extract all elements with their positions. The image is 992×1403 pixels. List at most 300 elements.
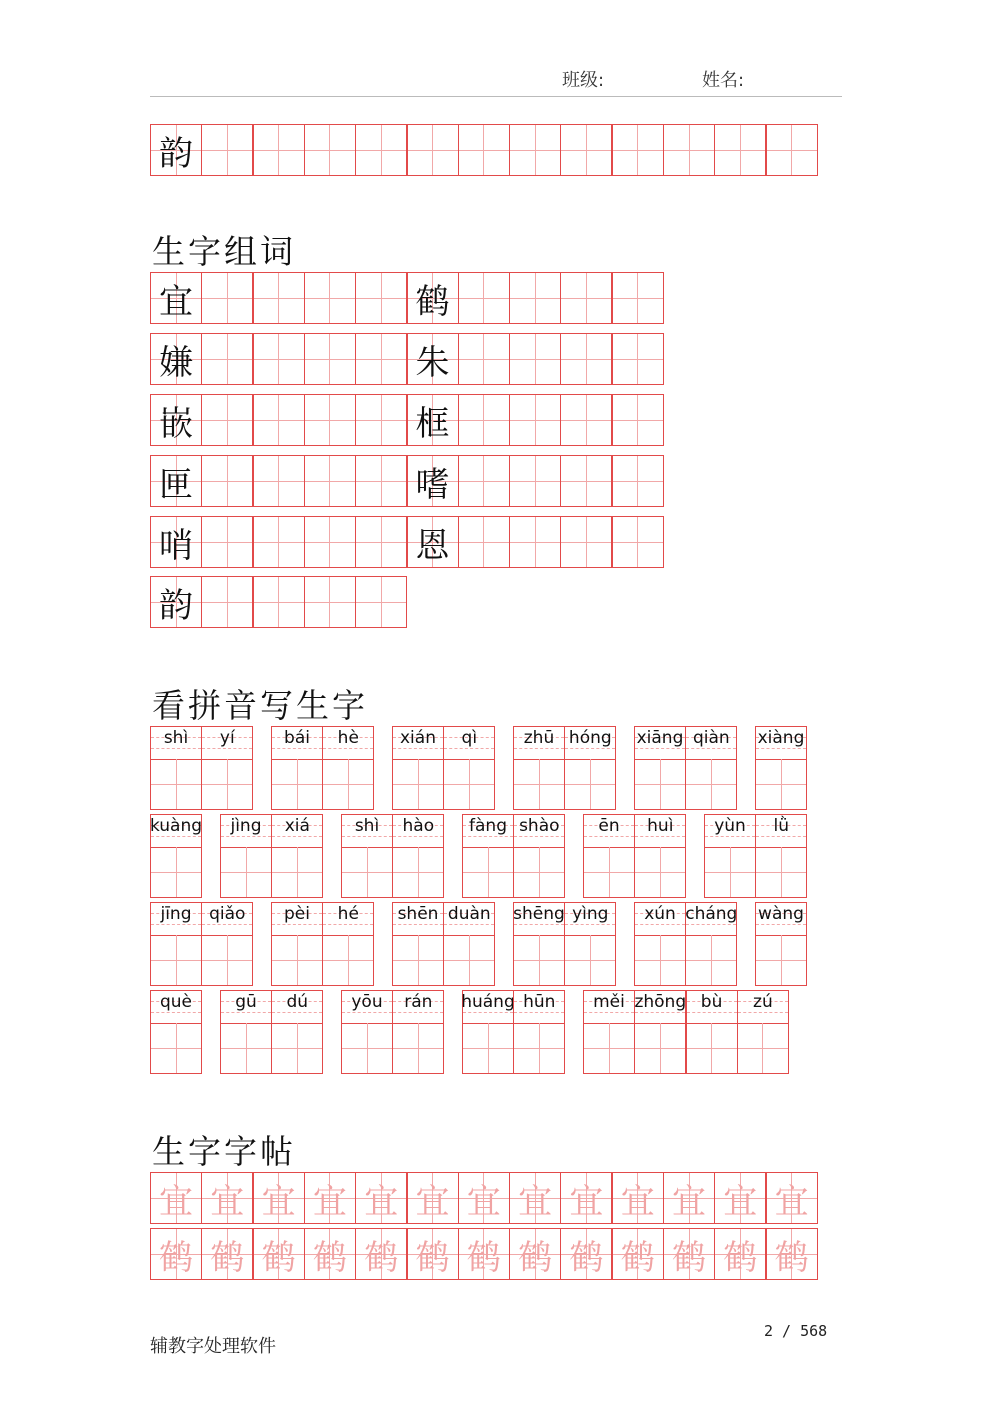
pinyin-syllable: qiǎo <box>209 904 246 924</box>
pinyin-syllable: zú <box>753 992 773 1012</box>
pinyin-syllable: měi <box>593 992 625 1012</box>
pinyin-syllable: xiāng <box>636 728 684 748</box>
pinyin-cell <box>271 902 323 986</box>
pinyin-band <box>323 903 373 936</box>
writing-cell <box>253 333 305 385</box>
pinyin-cell <box>322 902 374 986</box>
hanzi-char: 宜 <box>261 1181 296 1222</box>
pinyin-syllable: shēn <box>397 904 439 924</box>
trace-cell <box>150 1228 202 1280</box>
pinyin-syllable: duàn <box>447 904 491 924</box>
pinyin-syllable: yōu <box>351 992 383 1012</box>
writing-box <box>272 759 322 809</box>
pinyin-guide-line <box>514 836 564 837</box>
pinyin-cell <box>150 902 202 986</box>
pinyin-band <box>756 727 806 760</box>
footer-software-name: 辅教字处理软件 <box>150 1336 276 1357</box>
hanzi-char: 宜 <box>159 1181 193 1222</box>
pinyin-cell <box>443 902 495 986</box>
writing-cell <box>253 576 305 628</box>
pinyin-cell <box>392 726 444 810</box>
writing-cell <box>458 124 510 176</box>
hanzi-char: 框 <box>415 403 450 444</box>
trace-cell <box>612 1228 664 1280</box>
pinyin-guide-line <box>756 836 806 837</box>
writing-cell <box>201 272 253 324</box>
pinyin-syllable: rán <box>404 992 433 1012</box>
writing-cell <box>201 455 253 507</box>
writing-box <box>444 759 494 809</box>
pinyin-guide-line <box>756 748 806 749</box>
writing-box <box>635 935 685 985</box>
pinyin-syllable: hūn <box>523 992 556 1012</box>
pinyin-band <box>393 903 443 936</box>
pinyin-syllable: shì <box>163 728 189 748</box>
pinyin-syllable: shēng <box>513 904 565 924</box>
writing-box <box>463 1023 513 1073</box>
writing-box <box>393 847 443 897</box>
writing-cell <box>612 124 664 176</box>
writing-box <box>202 759 252 809</box>
pinyin-syllable: zhōng <box>634 992 687 1012</box>
writing-cell <box>201 124 253 176</box>
trace-cell <box>304 1172 356 1224</box>
trace-cell <box>355 1172 407 1224</box>
pinyin-cell <box>322 726 374 810</box>
pinyin-cell <box>564 902 616 986</box>
trace-cell <box>663 1172 715 1224</box>
pinyin-band <box>272 727 322 760</box>
writing-cell <box>304 124 356 176</box>
writing-cell <box>253 124 305 176</box>
trace-cell <box>458 1228 510 1280</box>
pinyin-cell <box>634 990 686 1074</box>
pinyin-guide-line <box>272 748 322 749</box>
writing-cell <box>304 333 356 385</box>
writing-cell <box>355 394 407 446</box>
pinyin-cell <box>564 726 616 810</box>
hanzi-char: 韵 <box>159 585 193 626</box>
pinyin-band <box>463 815 513 848</box>
writing-box <box>686 935 736 985</box>
sample-cell <box>150 394 202 446</box>
pinyin-cell <box>392 814 444 898</box>
trace-cell <box>201 1172 253 1224</box>
section-title-pinyin: 看拼音写生字 <box>152 686 368 725</box>
pinyin-cell <box>150 990 202 1074</box>
pinyin-syllable: fàng <box>469 816 507 836</box>
writing-cell <box>714 124 766 176</box>
trace-cell <box>560 1172 612 1224</box>
pinyin-cell <box>583 990 635 1074</box>
pinyin-band <box>272 991 322 1024</box>
pinyin-band <box>687 991 737 1024</box>
sample-cell <box>407 333 459 385</box>
writing-box <box>756 759 806 809</box>
hanzi-char: 鹤 <box>415 281 450 322</box>
writing-box <box>272 935 322 985</box>
trace-cell <box>766 1228 818 1280</box>
pinyin-syllable: bái <box>284 728 310 748</box>
writing-cell <box>612 516 664 568</box>
pinyin-syllable: huì <box>647 816 674 836</box>
pinyin-guide-line <box>393 836 443 837</box>
pinyin-band <box>686 903 736 936</box>
pinyin-guide-line <box>738 1012 788 1013</box>
hanzi-char: 恩 <box>415 525 450 566</box>
sample-cell <box>150 272 202 324</box>
writing-cell <box>201 394 253 446</box>
pinyin-cell <box>150 726 202 810</box>
writing-cell <box>612 333 664 385</box>
pinyin-cell <box>513 902 565 986</box>
writing-cell <box>355 272 407 324</box>
pinyin-band <box>565 903 615 936</box>
pinyin-band <box>151 991 201 1024</box>
hanzi-char: 宜 <box>569 1181 604 1222</box>
hanzi-char: 鹤 <box>518 1237 553 1278</box>
hanzi-char: 哨 <box>159 525 193 566</box>
pinyin-syllable: ēn <box>598 816 620 836</box>
writing-box <box>756 847 806 897</box>
pinyin-band <box>514 903 564 936</box>
writing-cell <box>355 455 407 507</box>
pinyin-guide-line <box>151 748 201 749</box>
pinyin-cell <box>220 814 272 898</box>
trace-cell <box>304 1228 356 1280</box>
pinyin-syllable: cháng <box>685 904 738 924</box>
sample-cell <box>150 516 202 568</box>
pinyin-guide-line <box>584 1012 634 1013</box>
pinyin-syllable: hé <box>337 904 359 924</box>
pinyin-guide-line <box>584 836 634 837</box>
page-number: 2 / 568 <box>764 1322 828 1340</box>
writing-box <box>151 1023 201 1073</box>
pinyin-guide-line <box>705 836 755 837</box>
pinyin-band <box>272 815 322 848</box>
pinyin-band <box>393 991 443 1024</box>
pinyin-band <box>635 727 685 760</box>
hanzi-char: 鹤 <box>159 1237 193 1278</box>
writing-cell <box>253 394 305 446</box>
hanzi-char: 宜 <box>210 1181 245 1222</box>
hanzi-char: 嗜 <box>415 464 450 505</box>
pinyin-cell <box>737 990 789 1074</box>
hanzi-char: 宜 <box>620 1181 655 1222</box>
pinyin-cell <box>634 726 686 810</box>
writing-cell <box>201 333 253 385</box>
pinyin-cell <box>634 902 686 986</box>
sample-cell <box>150 333 202 385</box>
pinyin-band <box>202 727 252 760</box>
writing-box <box>687 1023 737 1073</box>
pinyin-syllable: gū <box>235 992 257 1012</box>
pinyin-guide-line <box>272 836 322 837</box>
pinyin-guide-line <box>514 748 564 749</box>
pinyin-cell <box>462 814 514 898</box>
pinyin-syllable: dú <box>286 992 309 1012</box>
pinyin-cell <box>341 814 393 898</box>
writing-cell <box>355 576 407 628</box>
writing-box <box>584 1023 634 1073</box>
pinyin-band <box>151 815 201 848</box>
name-label: 姓名: <box>702 70 745 91</box>
pinyin-syllable: xián <box>400 728 436 748</box>
hanzi-char: 宜 <box>312 1181 347 1222</box>
pinyin-guide-line <box>221 1012 271 1013</box>
pinyin-cell <box>755 726 807 810</box>
writing-cell <box>407 124 459 176</box>
pinyin-guide-line <box>323 924 373 925</box>
pinyin-band <box>151 727 201 760</box>
pinyin-syllable: xún <box>644 904 676 924</box>
pinyin-guide-line <box>635 836 685 837</box>
writing-box <box>151 935 201 985</box>
pinyin-band <box>342 991 392 1024</box>
writing-cell <box>509 272 561 324</box>
pinyin-cell <box>755 814 807 898</box>
pinyin-cell <box>271 990 323 1074</box>
hanzi-char: 宜 <box>723 1181 758 1222</box>
hanzi-char: 鹤 <box>466 1237 501 1278</box>
pinyin-guide-line <box>393 1012 443 1013</box>
trace-cell <box>509 1172 561 1224</box>
pinyin-guide-line <box>756 924 806 925</box>
hanzi-char: 嫌 <box>159 342 193 383</box>
writing-box <box>584 847 634 897</box>
pinyin-syllable: shào <box>519 816 560 836</box>
hanzi-char: 嵌 <box>159 403 193 444</box>
pinyin-cell <box>201 902 253 986</box>
trace-cell <box>253 1228 305 1280</box>
pinyin-band <box>635 815 685 848</box>
pinyin-syllable: shì <box>354 816 380 836</box>
pinyin-cell <box>634 814 686 898</box>
sample-cell <box>407 516 459 568</box>
trace-cell <box>560 1228 612 1280</box>
section-title-copybook: 生字字帖 <box>152 1132 296 1171</box>
writing-cell <box>304 455 356 507</box>
writing-cell <box>509 394 561 446</box>
writing-cell <box>355 333 407 385</box>
writing-box <box>323 759 373 809</box>
trace-cell <box>150 1172 202 1224</box>
pinyin-syllable: xiàng <box>757 728 805 748</box>
hanzi-char: 鹤 <box>774 1237 809 1278</box>
pinyin-band <box>565 727 615 760</box>
section-title-words: 生字组词 <box>152 232 296 271</box>
trace-cell <box>612 1172 664 1224</box>
pinyin-band <box>686 727 736 760</box>
pinyin-syllable: lǜ <box>773 816 790 836</box>
writing-cell <box>355 516 407 568</box>
pinyin-guide-line <box>272 924 322 925</box>
hanzi-char: 宜 <box>774 1181 809 1222</box>
writing-box <box>151 847 201 897</box>
writing-box <box>323 935 373 985</box>
pinyin-band <box>738 991 788 1024</box>
hanzi-char: 匣 <box>159 464 193 505</box>
trace-cell <box>458 1172 510 1224</box>
writing-cell <box>560 333 612 385</box>
pinyin-band <box>444 727 494 760</box>
pinyin-guide-line <box>202 748 252 749</box>
pinyin-band <box>272 903 322 936</box>
pinyin-band <box>393 815 443 848</box>
writing-cell <box>201 576 253 628</box>
writing-cell <box>201 516 253 568</box>
trace-cell <box>355 1228 407 1280</box>
pinyin-band <box>342 815 392 848</box>
pinyin-cell <box>150 814 202 898</box>
sample-cell <box>150 455 202 507</box>
writing-box <box>221 847 271 897</box>
pinyin-syllable: hào <box>402 816 435 836</box>
hanzi-char: 鹤 <box>415 1237 450 1278</box>
pinyin-cell <box>201 726 253 810</box>
hanzi-char: 宜 <box>518 1181 553 1222</box>
writing-cell <box>458 333 510 385</box>
hanzi-char: 鹤 <box>723 1237 758 1278</box>
writing-cell <box>253 516 305 568</box>
pinyin-syllable: zhū <box>523 728 555 748</box>
writing-cell <box>509 455 561 507</box>
hanzi-char: 宜 <box>466 1181 501 1222</box>
writing-cell <box>253 455 305 507</box>
writing-box <box>514 1023 564 1073</box>
pinyin-guide-line <box>463 836 513 837</box>
trace-cell <box>663 1228 715 1280</box>
pinyin-band <box>151 903 201 936</box>
pinyin-guide-line <box>444 748 494 749</box>
trace-cell <box>407 1172 459 1224</box>
pinyin-guide-line <box>151 836 201 837</box>
writing-box <box>705 847 755 897</box>
pinyin-cell <box>443 726 495 810</box>
pinyin-band <box>635 991 685 1024</box>
writing-cell <box>509 333 561 385</box>
pinyin-cell <box>685 902 737 986</box>
pinyin-guide-line <box>686 924 736 925</box>
writing-box <box>738 1023 788 1073</box>
sample-cell <box>407 394 459 446</box>
pinyin-cell <box>583 814 635 898</box>
writing-cell <box>458 272 510 324</box>
hanzi-char: 鹤 <box>672 1237 706 1278</box>
pinyin-guide-line <box>151 924 201 925</box>
pinyin-band <box>221 815 271 848</box>
trace-cell <box>253 1172 305 1224</box>
header-divider <box>150 96 842 97</box>
sample-cell <box>407 272 459 324</box>
pinyin-syllable: kuàng <box>149 816 203 836</box>
writing-cell <box>304 272 356 324</box>
pinyin-band <box>584 815 634 848</box>
trace-cell <box>201 1228 253 1280</box>
pinyin-band <box>756 903 806 936</box>
trace-cell <box>714 1228 766 1280</box>
pinyin-guide-line <box>151 1012 201 1013</box>
writing-box <box>686 759 736 809</box>
writing-box <box>393 759 443 809</box>
pinyin-cell <box>341 990 393 1074</box>
pinyin-band <box>584 991 634 1024</box>
writing-cell <box>560 394 612 446</box>
writing-cell <box>560 455 612 507</box>
pinyin-band <box>463 991 513 1024</box>
pinyin-guide-line <box>686 748 736 749</box>
trace-cell <box>714 1172 766 1224</box>
sample-cell <box>150 576 202 628</box>
writing-cell <box>509 516 561 568</box>
pinyin-syllable: yùn <box>714 816 746 836</box>
pinyin-syllable: wàng <box>758 904 804 924</box>
writing-box <box>342 1023 392 1073</box>
pinyin-guide-line <box>463 1012 513 1013</box>
pinyin-band <box>323 727 373 760</box>
pinyin-band <box>635 903 685 936</box>
writing-cell <box>509 124 561 176</box>
pinyin-syllable: què <box>159 992 193 1012</box>
writing-cell <box>355 124 407 176</box>
writing-box <box>756 935 806 985</box>
pinyin-cell <box>704 814 756 898</box>
writing-box <box>514 759 564 809</box>
pinyin-syllable: jìng <box>230 816 262 836</box>
pinyin-cell <box>513 814 565 898</box>
hanzi-char: 宜 <box>159 281 193 322</box>
pinyin-syllable: qì <box>461 728 478 748</box>
writing-box <box>514 847 564 897</box>
writing-box <box>272 1023 322 1073</box>
pinyin-guide-line <box>221 836 271 837</box>
writing-cell <box>304 576 356 628</box>
pinyin-guide-line <box>444 924 494 925</box>
hanzi-char: 朱 <box>415 342 450 383</box>
pinyin-guide-line <box>565 748 615 749</box>
writing-cell <box>253 272 305 324</box>
pinyin-guide-line <box>514 924 564 925</box>
pinyin-guide-line <box>635 1012 685 1013</box>
pinyin-cell <box>513 726 565 810</box>
writing-box <box>202 935 252 985</box>
hanzi-char: 韵 <box>159 133 193 174</box>
writing-box <box>444 935 494 985</box>
trace-cell <box>509 1228 561 1280</box>
pinyin-guide-line <box>565 924 615 925</box>
writing-box <box>635 759 685 809</box>
hanzi-char: 宜 <box>415 1181 450 1222</box>
writing-box <box>393 935 443 985</box>
sample-cell <box>407 455 459 507</box>
pinyin-syllable: xiá <box>284 816 310 836</box>
hanzi-char: 鹤 <box>312 1237 347 1278</box>
pinyin-syllable: pèi <box>284 904 310 924</box>
writing-cell <box>458 394 510 446</box>
trace-cell <box>766 1172 818 1224</box>
writing-cell <box>612 394 664 446</box>
writing-box <box>565 759 615 809</box>
writing-cell <box>612 455 664 507</box>
pinyin-guide-line <box>635 748 685 749</box>
hanzi-char: 宜 <box>364 1181 399 1222</box>
pinyin-syllable: bù <box>700 992 723 1012</box>
pinyin-guide-line <box>514 1012 564 1013</box>
writing-box <box>393 1023 443 1073</box>
pinyin-band <box>756 815 806 848</box>
writing-box <box>272 847 322 897</box>
writing-cell <box>304 516 356 568</box>
